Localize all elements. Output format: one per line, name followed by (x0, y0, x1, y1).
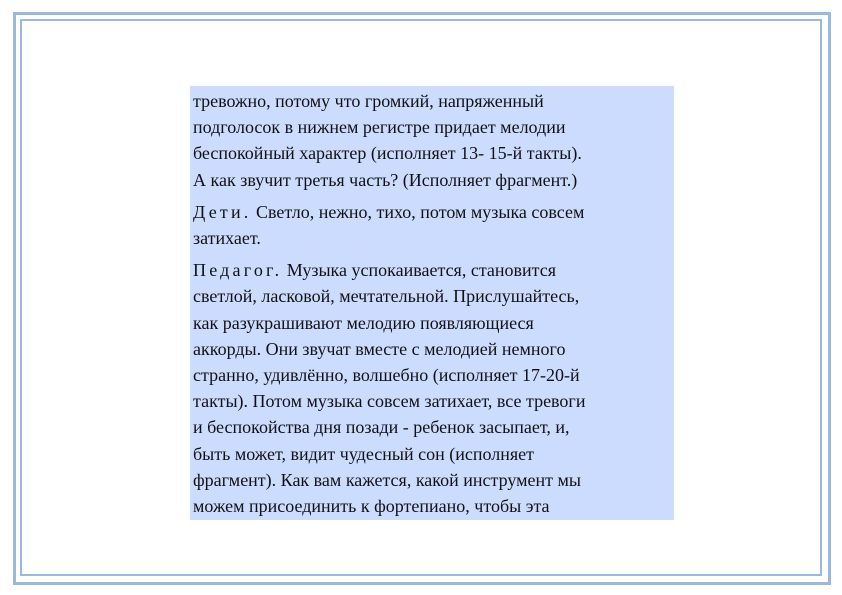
text-line: А как звучит третья часть? (Исполняет фрагмент.) (193, 169, 578, 190)
text-line-first (193, 257, 671, 283)
text-line-rest: Музыка успокаивается, становится (282, 260, 557, 281)
text-line: тревожно, потому что громкий, напряженный (193, 91, 544, 111)
text-line-first (193, 199, 671, 225)
text-line: беспокойный характер (исполняет 13- 15-й такты). (193, 143, 582, 164)
text-line: такты). Потом музыка совсем затихает, все тревоги (193, 391, 586, 412)
speaker-label: Педагог. (193, 260, 283, 281)
text-block (190, 86, 674, 520)
paragraph-3 (193, 257, 671, 519)
text-line: подголосок в нижнем регистре придает мелодии (193, 117, 566, 138)
text-line: и беспокойства дня позади - ребенок засыпает, и, (193, 417, 570, 438)
text-line: затихает. (193, 228, 261, 249)
text-line: аккорды. Они звучат вместе с мелодией немного (193, 338, 566, 359)
paragraph-2 (193, 199, 671, 251)
speaker-label: Дети. (193, 201, 252, 222)
text-line: быть может, видит чудесный сон (исполняет (193, 443, 535, 464)
paragraph-1 (193, 88, 671, 193)
text-line: светлой, ласковой, мечтательной. Прислушайтесь, (193, 286, 580, 307)
text-line: можем присоединить к фортепиано, чтобы эта (193, 496, 550, 517)
text-line: странно, удивлённо, волшебно (исполняет 17-20-й (193, 365, 580, 386)
text-line: как разукрашивают мелодию появляющиеся (193, 312, 534, 333)
text-line-rest: Светло, нежно, тихо, потом музыка совсем (251, 201, 585, 222)
text-line: фрагмент). Как вам кажется, какой инструмент мы (193, 469, 581, 490)
